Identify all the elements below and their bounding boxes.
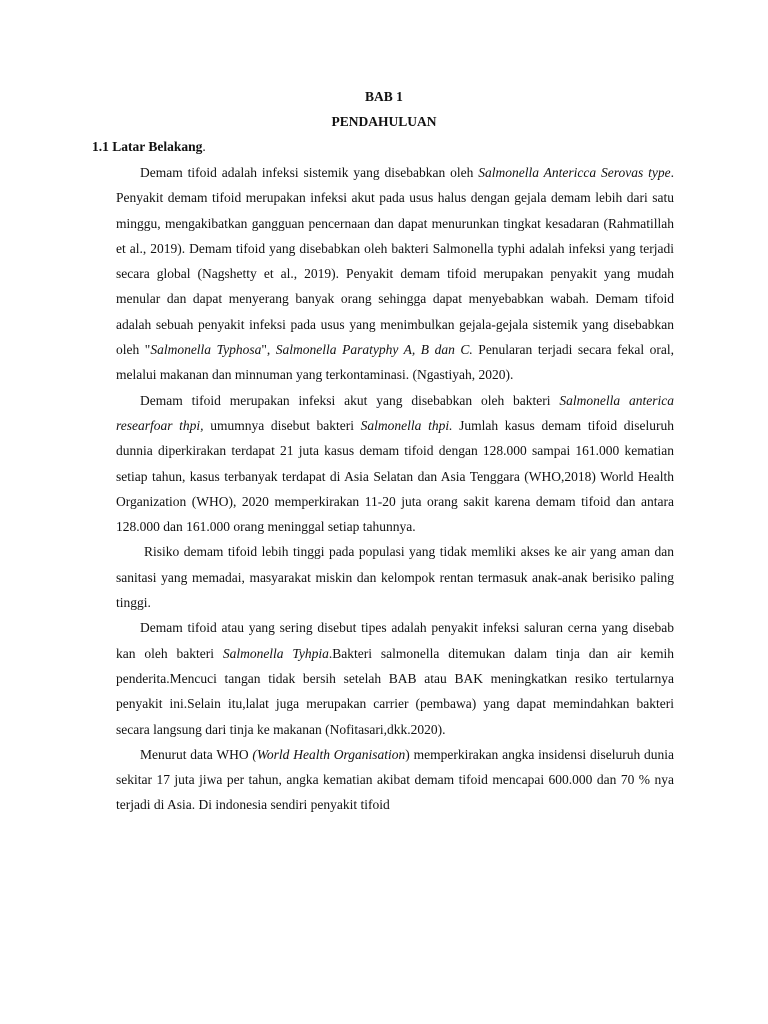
italic-term: Salmonella thpi. xyxy=(360,417,453,433)
text-run: Demam tifoid atau yang sering disebut tipes adalah penyakit infeksi saluran cerna yang disebab kan oleh bakteri xyxy=(116,620,674,661)
text-run: ) memperkirakan angka insidensi diseluruh dunia sekitar 17 juta jiwa per tahun, angka kematian akibat demam tifoid mencapai 600.000 dan 70 % nya terjadi di Asia. Di indonesia sendiri penyakit tifoid xyxy=(116,746,674,813)
italic-term: Salmonella Paratyphy A, B dan C. xyxy=(275,342,473,358)
chapter-title: PENDAHULUAN xyxy=(331,114,437,129)
paragraph-4 xyxy=(116,615,674,741)
text-run: .Bakteri salmonella ditemukan dalam tinja dan air kemih penderita.Mencuci tangan tidak bersih setelah BAB atau BAK meningkatkan resiko tertularnya penyakit ini.Selain itu,lalat juga merupakan carrier (pembawa) yang dapat memindahkan bakteri secara langsung dari tinja ke makanan (Nofitasari,dkk.2020). xyxy=(116,645,674,737)
italic-term: (World Health Organisation xyxy=(252,746,406,762)
paragraph-5 xyxy=(116,742,674,818)
section-heading xyxy=(92,138,206,156)
paragraph-2 xyxy=(116,388,674,540)
text-run: Menurut data WHO xyxy=(140,746,253,762)
paragraph-1 xyxy=(116,160,674,388)
section-heading-title: 1.1 Latar Belakang xyxy=(92,139,203,154)
text-run: . Penyakit demam tifoid merupakan infeksi akut pada usus halus dengan gejala demam lebih dari satu minggu, mengakibatkan gangguan pencernaan dan dapat menurunkan tingkat kesadaran (Rahmatillah et al., 2019). Demam tifoid yang disebabkan oleh bakteri Salmonella typhi adalah infeksi yang terjadi secara global (Nagshetty et al., 2019). Penyakit demam tifoid merupakan penyakit yang mudah menular dan dapat menyerang banyak orang sehingga dapat menyebabkan wabah. Demam tifoid adalah sebuah penyakit infeksi pada usus yang menimbulkan gejala-gejala sistemik yang disebabkan oleh " xyxy=(116,165,675,358)
section-heading-period: . xyxy=(202,139,206,154)
text-run: umumnya disebut bakteri xyxy=(203,417,361,433)
chapter-label: BAB 1 xyxy=(365,89,403,104)
paragraph-3 xyxy=(116,539,674,615)
text-run: ", xyxy=(261,342,276,358)
text-run: Demam tifoid merupakan infeksi akut yang disebabkan oleh bakteri xyxy=(140,392,560,408)
italic-term: Salmonella anterica researfoar thpi, xyxy=(116,392,675,433)
italic-term: Salmonella Tyhpia xyxy=(222,645,329,661)
text-run: Penularan terjadi secara fekal oral, melalui makanan dan minnuman yang terkontaminasi. (Ngastiyah, 2020). xyxy=(116,342,675,383)
text-run: Risiko demam tifoid lebih tinggi pada populasi yang tidak memliki akses ke air yang aman dan sanitasi yang memadai, masyarakat miskin dan kelompok rentan termasuk anak-anak berisiko paling tinggi. xyxy=(116,544,674,611)
body-text xyxy=(116,160,674,818)
text-run: Jumlah kasus demam tifoid diseluruh dunnia diperkirakan terdapat 21 juta kasus demam tifoid dengan 128.000 sampai 161.000 kematian setiap tahun, kasus terbanyak terdapat di Asia Selatan dan Asia Tenggara (WHO,2018) World Health Organization (WHO), 2020 memperkirakan 11-20 juta orang sakit karena demam tifoid dan antara 128.000 dan 161.000 orang meninggal setiap tahunnya. xyxy=(116,417,675,535)
text-run: Demam tifoid adalah infeksi sistemik yang disebabkan oleh xyxy=(140,165,479,180)
italic-term: Salmonella Typhosa xyxy=(150,342,262,358)
italic-term: Salmonella Antericca Serovas type xyxy=(478,165,671,180)
